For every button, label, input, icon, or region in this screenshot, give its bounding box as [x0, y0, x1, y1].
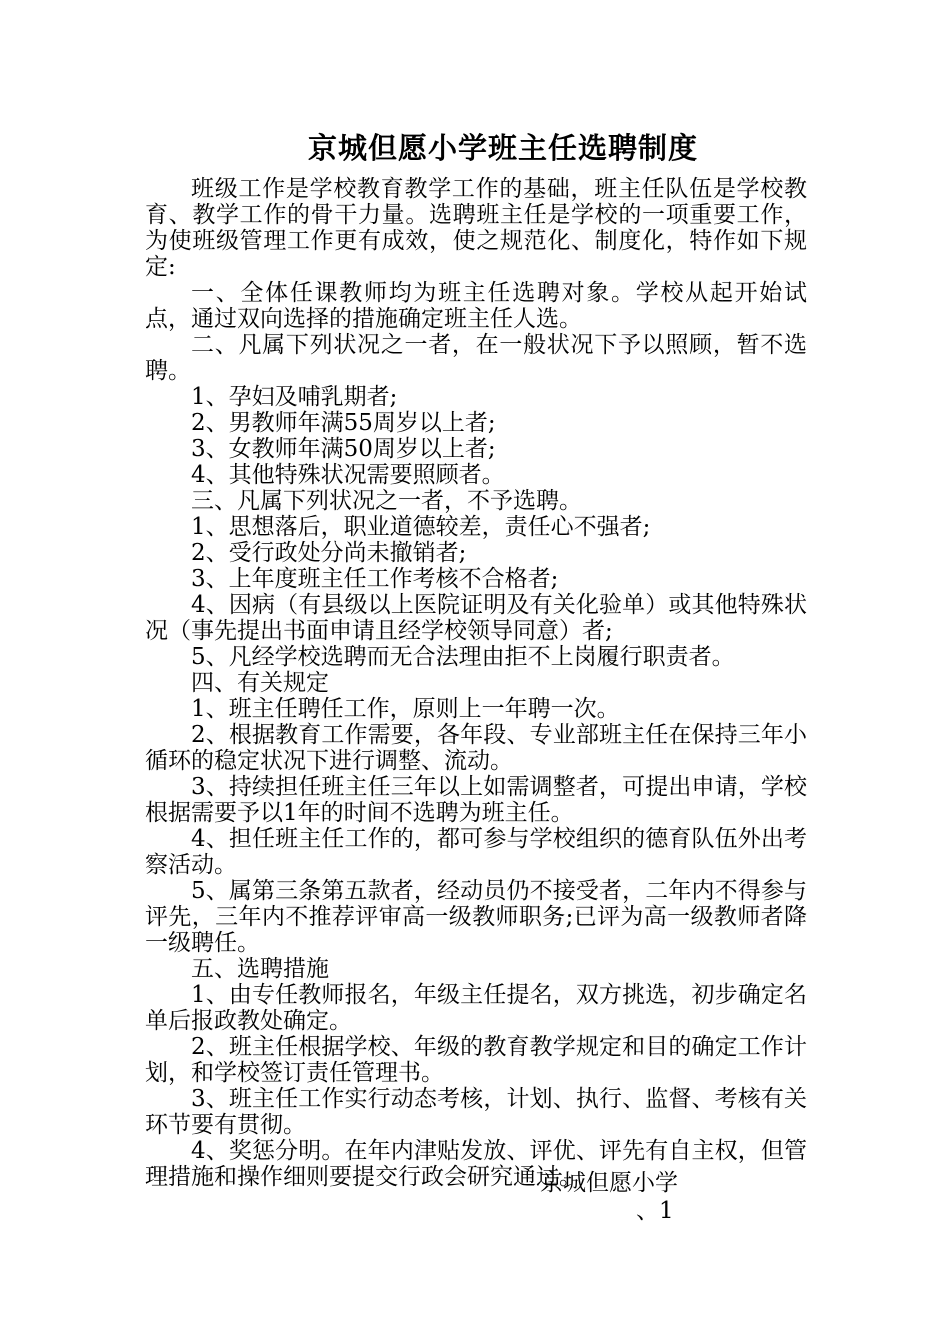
section-2-item-4: 4、其他特殊状况需要照顾者。: [191, 462, 505, 488]
section-4-item-3: 3、持续担任班主任三年以上如需调整者，可提出申请，学校根据需要予以1年的时间不选聘为班主任。: [145, 774, 807, 826]
section-3-item-5: 5、凡经学校选聘而无合法理由拒不上岗履行职责者。: [191, 644, 735, 670]
section-4-item-5: 5、属第三条第五款者，经动员仍不接受者，二年内不得参与评先，三年内不推荐评审高一级教师职务;已评为高一级教师者降一级聘任。: [145, 878, 807, 956]
section-3-item-2: 2、受行政处分尚未撤销者;: [191, 540, 467, 566]
section-4-item-1: 1、班主任聘任工作，原则上一年聘一次。: [191, 696, 620, 722]
section-3-item-1: 1、思想落后，职业道德较差，责任心不强者;: [191, 514, 651, 540]
document-title: 京城但愿小学班主任选聘制度: [307, 131, 698, 165]
section-4-item-2: 2、根据教育工作需要，各年段、专业部班主任在保持三年小循环的稳定状况下进行调整、流动。: [145, 722, 807, 774]
section-2-item-3: 3、女教师年满50周岁以上者;: [191, 436, 496, 462]
signature-date: 、1: [636, 1198, 674, 1224]
section-3-heading: 三、凡属下列状况之一者，不予选聘。: [191, 488, 582, 514]
section-2-heading: 二、凡属下列状况之一者，在一般状况下予以照顾，暂不选聘。: [145, 332, 807, 384]
section-4-heading: 四、有关规定: [191, 670, 329, 696]
section-5-item-3: 3、班主任工作实行动态考核，计划、执行、监督、考核有关环节要有贯彻。: [145, 1086, 807, 1138]
intro-paragraph: 班级工作是学校教育教学工作的基础，班主任队伍是学校教育、教学工作的骨干力量。选聘班主任是学校的一项重要工作，为使班级管理工作更有成效，使之规范化、制度化，特作如下规定:: [145, 176, 807, 280]
section-5-item-2: 2、班主任根据学校、年级的教育教学规定和目的确定工作计划，和学校签订责任管理书。: [145, 1034, 807, 1086]
section-5-item-1: 1、由专任教师报名，年级主任提名，双方挑选，初步确定名单后报政教处确定。: [145, 982, 807, 1034]
document-body: [145, 176, 807, 1190]
section-5-item-4: 4、奖惩分明。在年内津贴发放、评优、评先有自主权，但管理措施和操作细则要提交行政会研究通过。: [145, 1138, 807, 1190]
section-2-item-2: 2、男教师年满55周岁以上者;: [191, 410, 496, 436]
section-3-item-3: 3、上年度班主任工作考核不合格者;: [191, 566, 559, 592]
section-1-paragraph: 一、全体任课教师均为班主任选聘对象。学校从起开始试点，通过双向选择的措施确定班主任人选。: [145, 280, 807, 332]
section-3-item-4: 4、因病（有县级以上医院证明及有关化验单）或其他特殊状况（事先提出书面申请且经学校领导同意）者;: [145, 592, 807, 644]
section-5-heading: 五、选聘措施: [191, 956, 329, 982]
section-2-item-1: 1、孕妇及哺乳期者;: [191, 384, 398, 410]
signature-school: 京城但愿小学: [540, 1170, 678, 1196]
section-4-item-4: 4、担任班主任工作的，都可参与学校组织的德育队伍外出考察活动。: [145, 826, 807, 878]
